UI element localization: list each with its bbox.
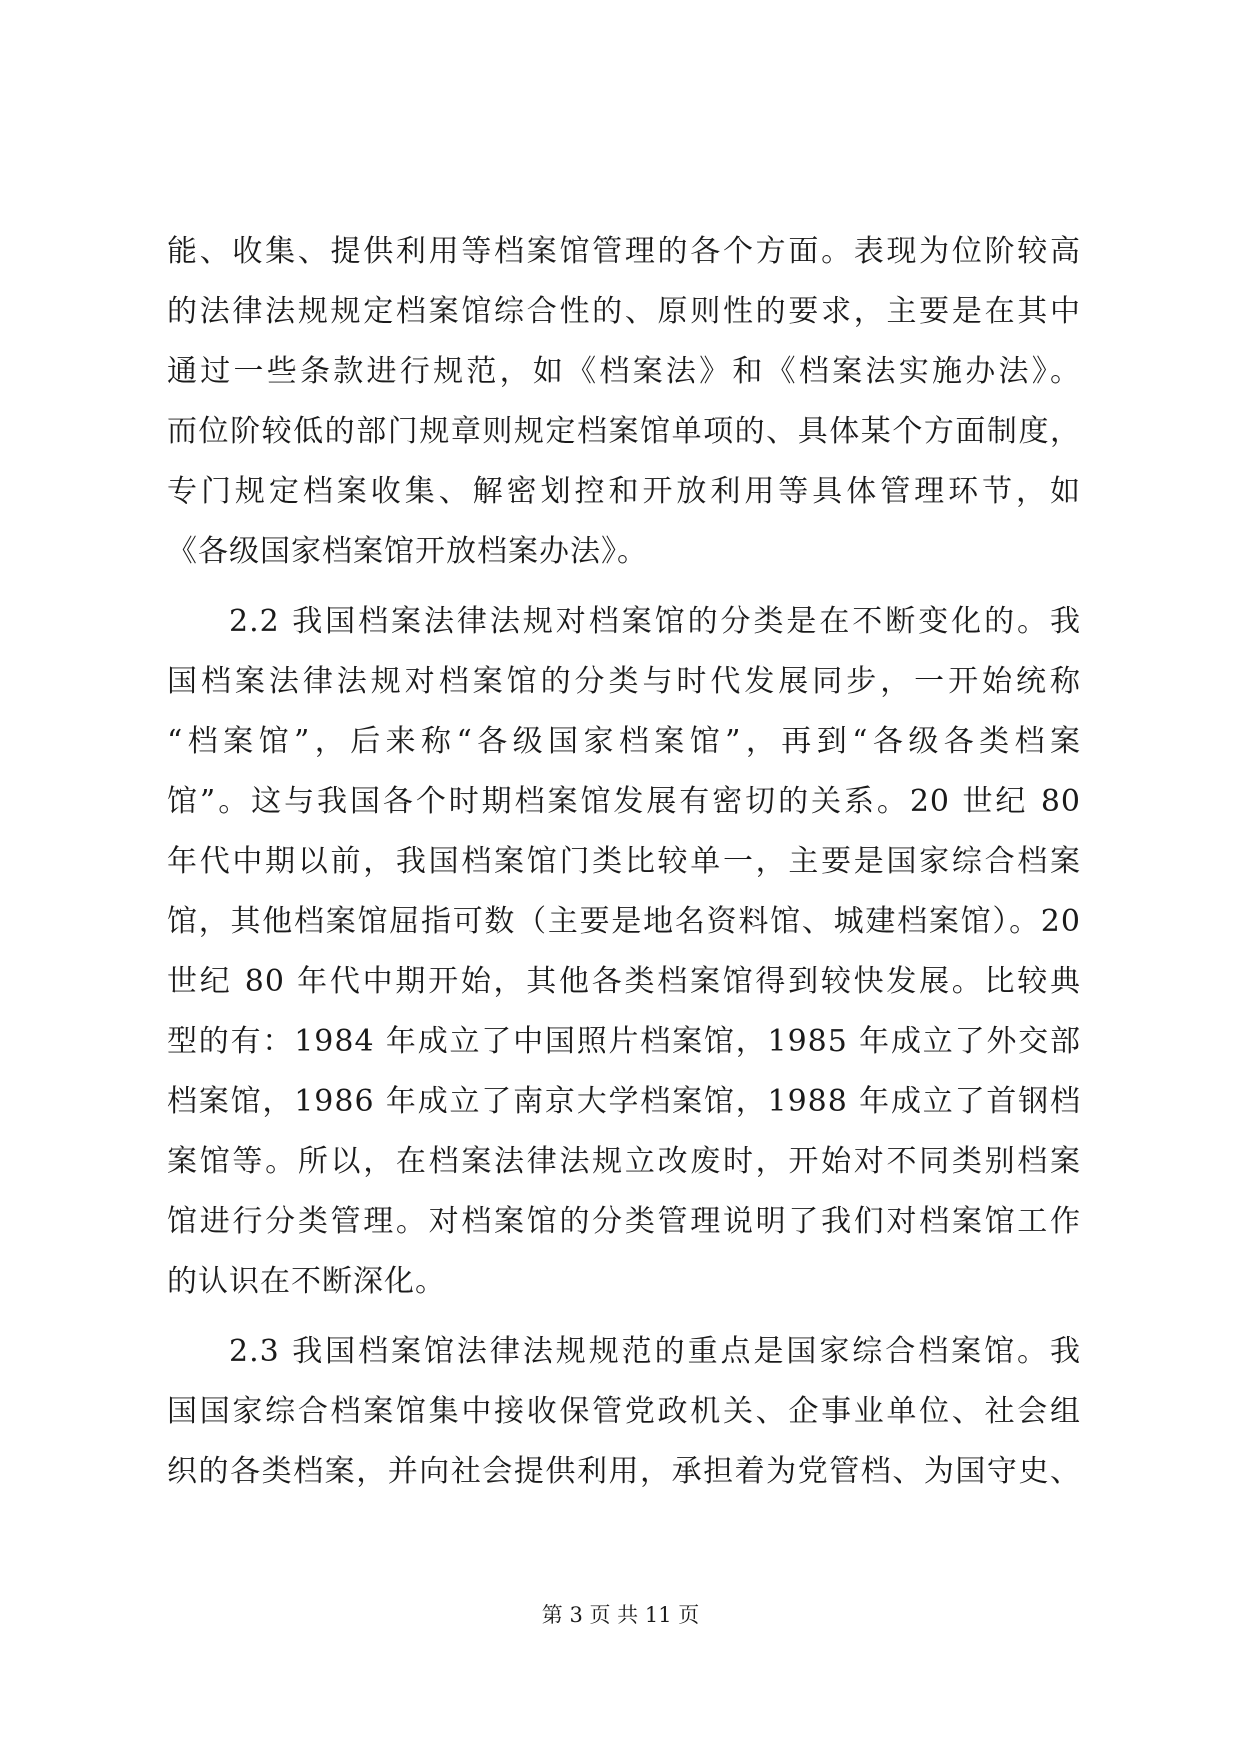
text-line: 档案馆，1986 年成立了南京大学档案馆，1988 年成立了首钢档 (167, 1084, 1081, 1119)
text-line: 《各级国家档案馆开放档案办法》。 (167, 534, 648, 569)
text-line: 能、收集、提供利用等档案馆管理的各个方面。表现为位阶较高 (167, 234, 1081, 269)
text-line: 国档案法律法规对档案馆的分类与时代发展同步，一开始统称 (167, 664, 1081, 699)
text-line: 专门规定档案收集、解密划控和开放利用等具体管理环节，如 (167, 474, 1081, 509)
text-line: 织的各类档案，并向社会提供利用，承担着为党管档、为国守史、 (167, 1454, 1081, 1489)
text-line: 馆进行分类管理。对档案馆的分类管理说明了我们对档案馆工作 (167, 1204, 1081, 1239)
text-line: 年代中期以前，我国档案馆门类比较单一，主要是国家综合档案 (167, 844, 1081, 879)
paragraph-1 (167, 222, 1081, 582)
text-line: 的认识在不断深化。 (167, 1264, 446, 1299)
text-line: 世纪 80 年代中期开始，其他各类档案馆得到较快发展。比较典 (167, 964, 1081, 999)
text-line: “档案馆”，后来称“各级国家档案馆”，再到“各级各类档案 (167, 724, 1081, 759)
paragraph-3 (167, 1322, 1081, 1502)
text-line: 2.3 我国档案馆法律法规规范的重点是国家综合档案馆。我 (229, 1334, 1081, 1369)
text-line: 馆”。这与我国各个时期档案馆发展有密切的关系。20 世纪 80 (167, 784, 1081, 819)
text-line: 馆，其他档案馆屈指可数（主要是地名资料馆、城建档案馆）。20 (167, 904, 1081, 939)
document-body (167, 222, 1081, 1502)
text-line: 而位阶较低的部门规章则规定档案馆单项的、具体某个方面制度， (167, 414, 1081, 449)
text-line: 案馆等。所以，在档案法律法规立改废时，开始对不同类别档案 (167, 1144, 1081, 1179)
text-line: 型的有：1984 年成立了中国照片档案馆，1985 年成立了外交部 (167, 1024, 1081, 1059)
text-line: 国国家综合档案馆集中接收保管党政机关、企事业单位、社会组 (167, 1394, 1081, 1429)
page-number-footer: 第 3 页 共 11 页 (541, 1603, 700, 1627)
text-line: 的法律法规规定档案馆综合性的、原则性的要求，主要是在其中 (167, 294, 1081, 329)
text-line: 通过一些条款进行规范，如《档案法》和《档案法实施办法》。 (167, 354, 1081, 389)
text-line: 2.2 我国档案法律法规对档案馆的分类是在不断变化的。我 (229, 604, 1081, 639)
paragraph-2 (167, 592, 1081, 1312)
